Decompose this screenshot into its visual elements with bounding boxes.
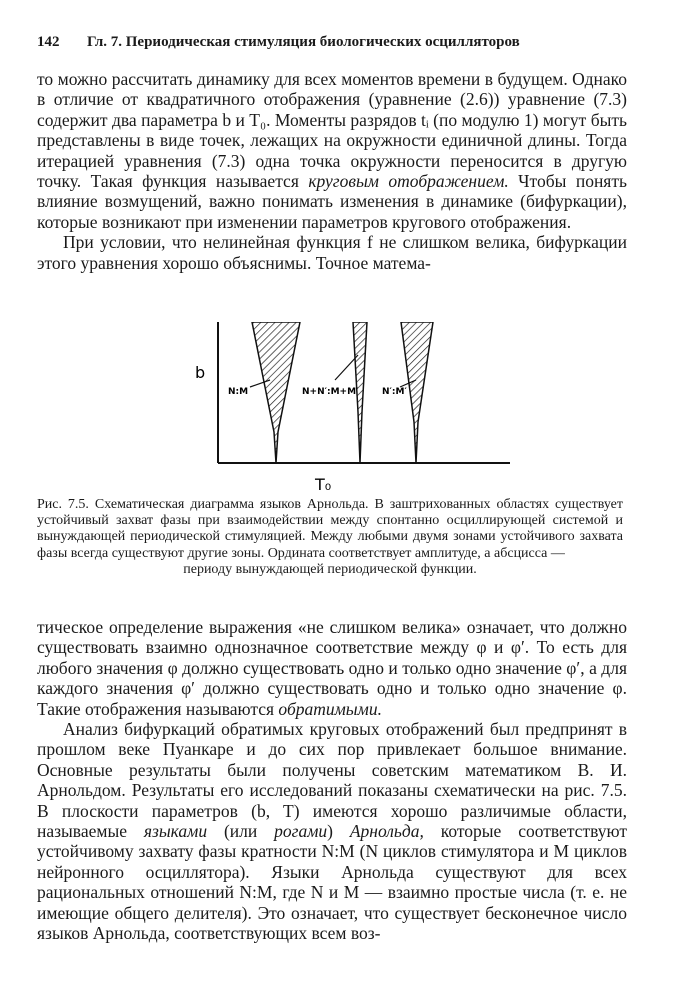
tongue-1 <box>252 322 300 463</box>
figure-caption: Рис. 7.5. Схематическая диаграмма языков Арнольда. В заштрихованных областях существует устойчивый захват фазы при взаимодействии между спонтанно осциллирующей системой и вынуждающей периодической стимуляцией. Между любыми двумя зонами устойчивого захвата фазы всегда существуют другие зоны. Ордината соответствует амплитуде, а абсцисса — периоду вынуждающей периодической функции. <box>37 497 623 577</box>
body-text-top <box>37 69 627 273</box>
term-circle-map: круговым отображением. <box>308 171 509 192</box>
running-header <box>37 34 627 51</box>
y-axis-label: b <box>195 363 206 382</box>
term-arnold: Арнольда, <box>349 821 424 842</box>
term-horns: рогами <box>274 821 328 842</box>
pointer-line <box>335 355 358 380</box>
x-axis-label: T₀ <box>315 475 332 494</box>
paragraph: Анализ бифуркаций обратимых круговых отображений был предпринят в прошлом веке Пуанкаре и до сих пор привлекает большое внимание. Основные результаты были получены советским математиком В. И. Арнольдом. Результаты его исследований показаны схематически на рис. 7.5. В плоскости параметров (b, T) имеются хорошо различимые области, называемые языками (или рогами) Арнольда, которые соответствуют устойчивому захвату фазы кратности N:M (N циклов стимулятора и M циклов нейронного осциллятора). Языки Арнольда существуют для всех рациональных отношений N:M, где N и M — взаимно простые числа (т. е. не имеющие общего делителя). Это означает, что существует бесконечное число языков Арнольда, соответствующих всем воз- <box>37 719 627 944</box>
term-invertible: обратимыми. <box>278 698 382 719</box>
region-label-nm-prime: N′:M′ <box>382 387 407 397</box>
paragraph-continued: тическое определение выражения «не слишком велика» означает, что должно существовать взаимно однозначное соответствие между φ и φ′. То есть для любого значения φ должно существовать одно и только одно значение φ′, а для каждого значения φ′ должно существовать одно и только одно значение φ. Такие отображения называются обратимыми. <box>37 617 627 719</box>
body-text-bottom <box>37 617 627 944</box>
page-number: 142 <box>37 34 60 50</box>
running-title: Гл. 7. Периодическая стимуляция биологических осцилляторов <box>87 34 520 50</box>
region-label-nm: N:M <box>228 387 249 397</box>
arnold-tongues-figure <box>190 322 510 497</box>
region-label-sum: N+N′:M+M′ <box>302 387 359 397</box>
paragraph-continued: то можно рассчитать динамику для всех моментов времени в будущем. Однако в отличие от квадратичного отображения (уравнение (2.6)) уравнение (7.3) содержит два параметра b и T₀. Моменты разрядов tᵢ (по модулю 1) могут быть представлены в виде точек, лежащих на окружности единичной длины. Тогда итерацией уравнения (7.3) одна точка окружности переносится в другую точку. Такая функция называется круговым отображением. Чтобы понять влияние возмущений, важно понимать изменения в динамике (бифуркации), которые возникают при изменении параметров кругового отображения. <box>37 69 627 232</box>
term-tongues: языками <box>143 821 208 842</box>
paragraph: При условии, что нелинейная функция f не слишком велика, бифуркации этого уравнения хорошо объяснимы. Точное матема- <box>37 232 627 273</box>
